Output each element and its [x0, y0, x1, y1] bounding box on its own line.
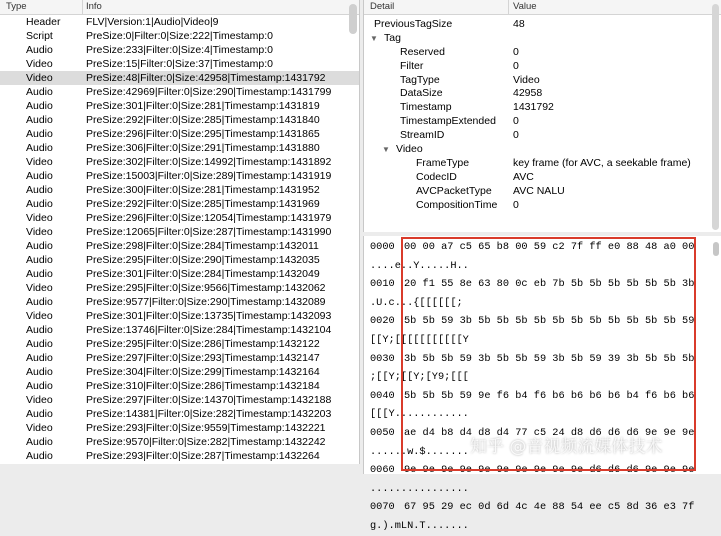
tag-info-cell: PreSize:298|Filter:0|Size:284|Timestamp:1432011 — [86, 240, 319, 252]
tag-type-cell: Audio — [26, 142, 53, 154]
tag-type-cell: Video — [26, 72, 53, 84]
detail-value: AVC NALU — [513, 184, 565, 197]
tag-type-cell: Audio — [26, 114, 53, 126]
tag-type-cell: Audio — [26, 170, 53, 182]
tag-row[interactable] — [0, 197, 359, 211]
tag-type-cell: Audio — [26, 450, 53, 462]
hex-ascii-row — [364, 480, 721, 499]
detail-label: Reserved — [400, 45, 445, 58]
detail-row[interactable] — [364, 171, 721, 185]
detail-label: TagType — [400, 73, 440, 86]
tag-list-panel[interactable] — [0, 0, 360, 464]
detail-tree — [364, 15, 721, 212]
tag-info-cell: PreSize:297|Filter:0|Size:293|Timestamp:1432147 — [86, 352, 320, 364]
tag-info-cell: PreSize:48|Filter:0|Size:42958|Timestamp:1431792 — [86, 72, 326, 84]
detail-row[interactable] — [364, 60, 721, 74]
detail-value: 1431792 — [513, 101, 554, 114]
disclosure-triangle-icon[interactable]: ▼ — [370, 33, 378, 43]
hex-ascii: [[[Y............ — [370, 408, 469, 421]
tag-info-cell: PreSize:296|Filter:0|Size:295|Timestamp:1431865 — [86, 128, 320, 140]
tag-list-header — [0, 0, 359, 15]
detail-row[interactable] — [364, 115, 721, 129]
detail-label: CompositionTime — [416, 198, 498, 211]
hex-offset: 0000 — [370, 241, 395, 253]
tag-info-cell: PreSize:295|Filter:0|Size:290|Timestamp:1432035 — [86, 254, 320, 266]
tag-row[interactable] — [0, 323, 359, 337]
tag-info-cell: PreSize:0|Filter:0|Size:222|Timestamp:0 — [86, 30, 273, 42]
tag-type-cell: Audio — [26, 436, 53, 448]
tag-type-cell: Audio — [26, 100, 53, 112]
tag-type-cell: Audio — [26, 296, 53, 308]
hex-ascii: [[Y;[[[[[[[[[[[Y — [370, 333, 469, 346]
tag-type-cell: Audio — [26, 268, 53, 280]
tag-info-cell: PreSize:233|Filter:0|Size:4|Timestamp:0 — [86, 44, 273, 56]
disclosure-triangle-icon[interactable]: ▼ — [382, 145, 390, 155]
tag-type-cell: Audio — [26, 324, 53, 336]
tag-type-cell: Audio — [26, 44, 53, 56]
detail-value: 0 — [513, 129, 519, 142]
tag-info-cell: PreSize:296|Filter:0|Size:12054|Timestamp:1431979 — [86, 212, 332, 224]
detail-value: 0 — [513, 59, 519, 72]
detail-label: DataSize — [400, 87, 443, 100]
detail-column-header[interactable]: Detail — [370, 1, 395, 12]
tag-info-cell: PreSize:293|Filter:0|Size:287|Timestamp:1432264 — [86, 450, 320, 462]
tag-row[interactable] — [0, 239, 359, 253]
detail-value: 0 — [513, 115, 519, 128]
tag-info-cell: PreSize:292|Filter:0|Size:285|Timestamp:1431969 — [86, 198, 320, 210]
tag-type-cell: Video — [26, 310, 53, 322]
tag-row[interactable] — [0, 183, 359, 197]
detail-row[interactable] — [364, 143, 721, 157]
tag-info-cell: PreSize:301|Filter:0|Size:284|Timestamp:1432049 — [86, 268, 320, 280]
detail-row[interactable] — [364, 157, 721, 171]
hex-ascii-row — [364, 517, 721, 536]
tag-row[interactable] — [0, 295, 359, 309]
tag-type-cell: Audio — [26, 184, 53, 196]
detail-row[interactable] — [364, 101, 721, 115]
tag-row[interactable] — [0, 211, 359, 225]
tag-info-cell: PreSize:302|Filter:0|Size:14992|Timestamp:1431892 — [86, 156, 332, 168]
tag-row[interactable] — [0, 127, 359, 141]
hex-offset: 0020 — [370, 315, 395, 328]
value-column-header[interactable]: Value — [513, 1, 537, 12]
tag-type-cell: Video — [26, 156, 53, 168]
tag-info-cell: PreSize:292|Filter:0|Size:285|Timestamp:1431840 — [86, 114, 320, 126]
detail-label: Timestamp — [400, 101, 452, 114]
tag-info-cell: PreSize:301|Filter:0|Size:13735|Timestamp:1432093 — [86, 310, 332, 322]
detail-label: StreamID — [400, 129, 445, 142]
detail-label: CodecID — [416, 170, 457, 183]
tag-info-cell: PreSize:295|Filter:0|Size:286|Timestamp:1432122 — [86, 338, 320, 350]
tag-info-cell: PreSize:301|Filter:0|Size:281|Timestamp:1431819 — [86, 100, 320, 112]
watermark: 知乎 @音视频流媒体技术 — [470, 437, 663, 457]
tag-info-cell: PreSize:12065|Filter:0|Size:287|Timestamp:1431990 — [86, 226, 332, 238]
hex-row[interactable] — [364, 498, 721, 517]
hex-bytes: 3b 5b 5b 59 3b 5b 5b 59 3b 5b 59 39 3b 5b 5b 5b — [404, 352, 695, 365]
tag-row[interactable] — [0, 421, 359, 435]
detail-label: FrameType — [416, 156, 470, 169]
tag-type-cell: Audio — [26, 128, 53, 140]
hex-offset: 0030 — [370, 352, 395, 365]
tag-type-cell: Video — [26, 226, 53, 238]
detail-row[interactable] — [364, 185, 721, 199]
tag-row[interactable] — [0, 267, 359, 281]
tag-type-cell: Audio — [26, 408, 53, 420]
detail-label: Filter — [400, 59, 424, 72]
detail-value: 48 — [513, 18, 525, 30]
tag-info-cell: PreSize:13746|Filter:0|Size:284|Timestamp:1432104 — [86, 324, 332, 336]
hex-bytes: 5b 5b 59 3b 5b 5b 5b 5b 5b 5b 5b 5b 5b 5b 5b 59 — [404, 315, 695, 328]
hex-bytes: 00 00 a7 c5 65 b8 00 59 c2 7f ff e0 88 48 a0 00 — [404, 241, 695, 253]
tag-type-cell: Audio — [26, 254, 53, 266]
left-panel-footer — [0, 464, 360, 474]
hex-ascii: ......w.$....... — [370, 445, 469, 458]
tag-row[interactable] — [0, 309, 359, 323]
detail-value: 0 — [513, 45, 519, 58]
hex-offset: 0070 — [370, 501, 395, 514]
tag-info-cell: PreSize:295|Filter:0|Size:9566|Timestamp:1432062 — [86, 282, 326, 294]
tag-type-cell: Script — [26, 30, 53, 42]
hex-ascii: .U.c...{[[[[[[; — [370, 296, 463, 309]
tag-info-cell: PreSize:15003|Filter:0|Size:289|Timestamp:1431919 — [86, 170, 332, 182]
type-column-header[interactable]: Type — [6, 1, 27, 12]
tag-type-cell: Audio — [26, 338, 53, 350]
tag-row[interactable] — [0, 449, 359, 463]
hex-ascii: ....e..Y.....H.. — [370, 259, 469, 272]
detail-value: 0 — [513, 198, 519, 211]
tag-type-cell: Video — [26, 394, 53, 406]
tag-row[interactable] — [0, 169, 359, 183]
tag-info-cell: PreSize:15|Filter:0|Size:37|Timestamp:0 — [86, 58, 273, 70]
tag-row[interactable] — [0, 407, 359, 421]
info-column-header[interactable]: Info — [86, 1, 102, 12]
tag-row[interactable] — [0, 71, 359, 85]
tag-row[interactable] — [0, 57, 359, 71]
tag-row[interactable] — [0, 281, 359, 295]
tag-row[interactable] — [0, 15, 359, 29]
tag-row[interactable] — [0, 43, 359, 57]
hex-bytes: 5b 5b 5b 59 9e f6 b4 f6 b6 b6 b6 b6 b4 f6 b6 b6 — [404, 389, 695, 402]
tag-info-cell: PreSize:306|Filter:0|Size:291|Timestamp:1431880 — [86, 142, 320, 154]
tag-type-cell: Audio — [26, 86, 53, 98]
hex-offset: 0010 — [370, 278, 395, 291]
tag-type-cell: Audio — [26, 380, 53, 392]
tag-type-cell: Video — [26, 282, 53, 294]
detail-label: AVCPacketType — [416, 184, 492, 197]
tag-type-cell: Video — [26, 212, 53, 224]
tag-row[interactable] — [0, 85, 359, 99]
tag-info-cell: PreSize:9570|Filter:0|Size:282|Timestamp:1432242 — [86, 436, 326, 448]
tag-type-cell: Audio — [26, 366, 53, 378]
tag-info-cell: PreSize:310|Filter:0|Size:286|Timestamp:1432184 — [86, 380, 320, 392]
tag-type-cell: Audio — [26, 352, 53, 364]
tag-row[interactable] — [0, 365, 359, 379]
tag-row[interactable] — [0, 141, 359, 155]
tag-info-cell: PreSize:304|Filter:0|Size:299|Timestamp:1432164 — [86, 366, 320, 378]
hex-bytes: 9e 9e 9e 9e 9e 9e 9e 9e 9e 9e d6 d6 d6 9e 9e 9e — [404, 464, 695, 477]
tag-info-cell: FLV|Version:1|Audio|Video|9 — [86, 16, 219, 28]
hex-bytes: ae d4 b8 d4 d8 d4 77 c5 24 d8 d6 d6 d6 9e 9e 9e — [404, 426, 695, 439]
tag-info-cell: PreSize:9577|Filter:0|Size:290|Timestamp:1432089 — [86, 296, 326, 308]
tag-type-cell: Video — [26, 422, 53, 434]
hex-bytes: 67 95 29 ec 0d 6d 4c 4e 88 54 ee c5 8d 36 e3 7f — [404, 501, 695, 514]
tag-row[interactable] — [0, 435, 359, 449]
hex-ascii: ;[[Y;[[Y;[Y9;[[[ — [370, 371, 469, 384]
tag-row[interactable] — [0, 393, 359, 407]
detail-row[interactable] — [364, 18, 721, 32]
tag-list-scrollbar[interactable] — [349, 4, 357, 34]
detail-row[interactable] — [364, 87, 721, 101]
detail-row[interactable] — [364, 129, 721, 143]
hex-offset: 0050 — [370, 426, 395, 439]
hex-ascii: g.).mLN.T....... — [370, 519, 469, 532]
detail-label: TimestampExtended — [400, 115, 496, 128]
tag-row[interactable] — [0, 351, 359, 365]
detail-panel[interactable] — [363, 0, 721, 232]
tag-list — [0, 15, 359, 463]
tag-info-cell: PreSize:300|Filter:0|Size:281|Timestamp:1431952 — [86, 184, 320, 196]
detail-row[interactable] — [364, 199, 721, 213]
tag-row[interactable] — [0, 253, 359, 267]
tag-row[interactable] — [0, 113, 359, 127]
detail-scrollbar[interactable] — [712, 4, 719, 230]
hex-ascii: ................ — [370, 482, 469, 495]
detail-label: PreviousTagSize — [374, 18, 453, 30]
detail-value: AVC — [513, 170, 534, 183]
detail-value: 42958 — [513, 87, 543, 100]
hex-offset: 0040 — [370, 389, 395, 402]
detail-row[interactable] — [364, 74, 721, 88]
detail-row[interactable] — [364, 32, 721, 46]
detail-value: Video — [513, 73, 540, 86]
tag-type-cell: Audio — [26, 240, 53, 252]
tag-row[interactable] — [0, 29, 359, 43]
detail-row[interactable] — [364, 46, 721, 60]
hex-scrollbar[interactable] — [713, 242, 719, 256]
tag-info-cell: PreSize:14381|Filter:0|Size:282|Timestamp:1432203 — [86, 408, 332, 420]
tag-row[interactable] — [0, 225, 359, 239]
tag-type-cell: Header — [26, 16, 61, 28]
tag-info-cell: PreSize:297|Filter:0|Size:14370|Timestamp:1432188 — [86, 394, 332, 406]
detail-header — [364, 0, 721, 15]
detail-label: Tag — [384, 31, 401, 44]
tag-row[interactable] — [0, 337, 359, 351]
tag-info-cell: PreSize:42969|Filter:0|Size:290|Timestamp:1431799 — [86, 86, 332, 98]
tag-type-cell: Video — [26, 58, 53, 70]
hex-bytes: 20 f1 55 8e 63 80 0c eb 7b 5b 5b 5b 5b 5b 5b 3b — [404, 278, 695, 291]
tag-info-cell: PreSize:293|Filter:0|Size:9559|Timestamp:1432221 — [86, 422, 326, 434]
tag-type-cell: Audio — [26, 198, 53, 210]
tag-row[interactable] — [0, 99, 359, 113]
detail-label: Video — [396, 143, 423, 156]
hex-offset: 0060 — [370, 464, 395, 477]
tag-row[interactable] — [0, 379, 359, 393]
tag-row[interactable] — [0, 155, 359, 169]
detail-value: key frame (for AVC, a seekable frame) — [513, 156, 691, 169]
